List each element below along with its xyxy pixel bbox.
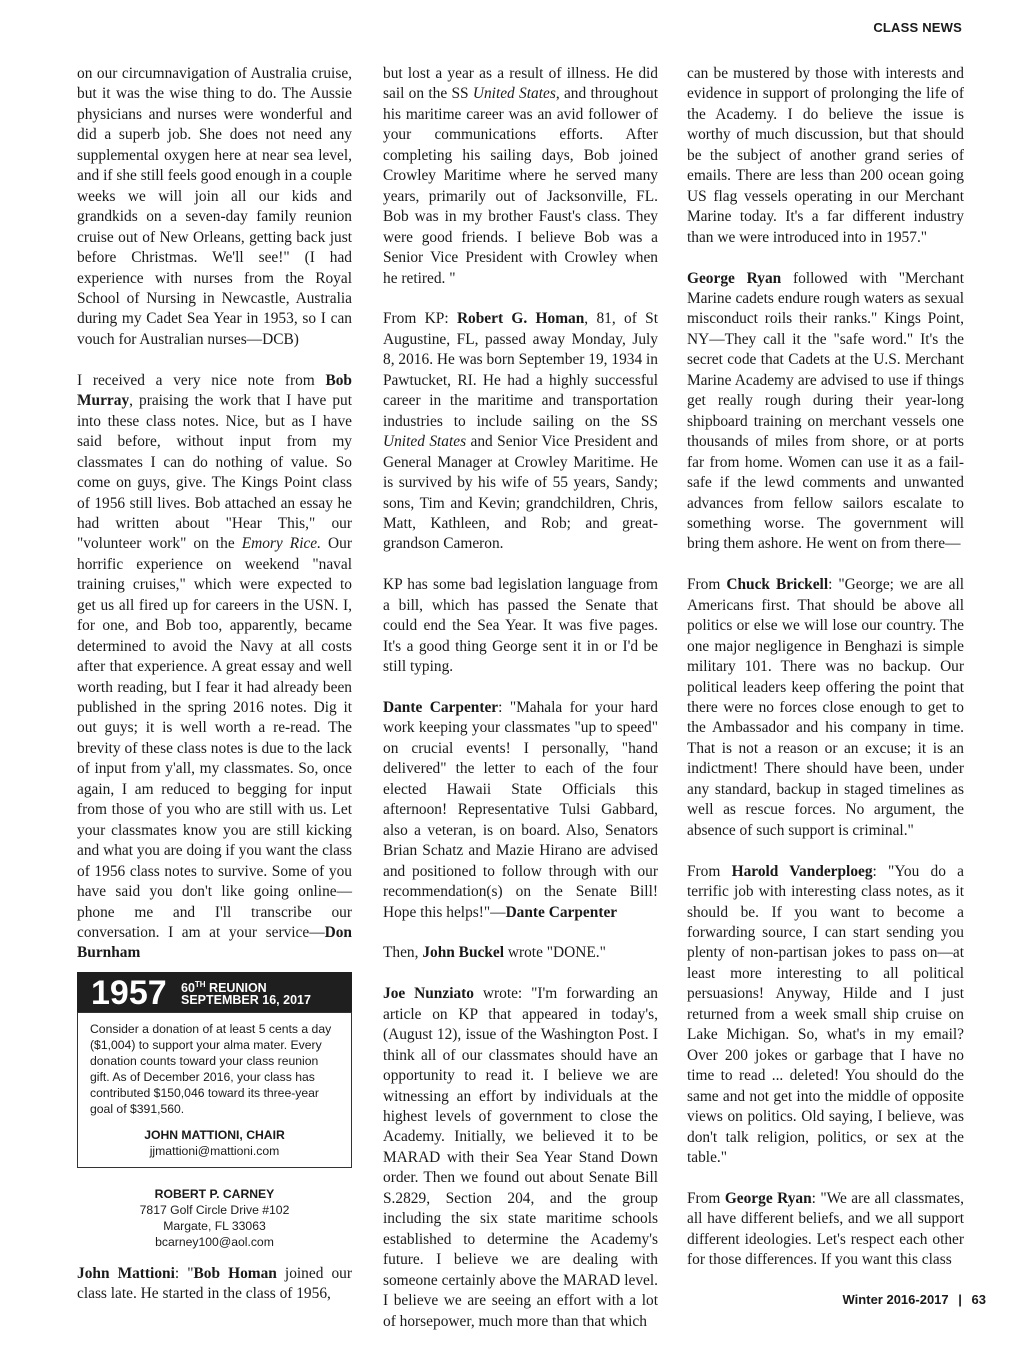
footer-separator: | [958, 1292, 962, 1307]
ship-name: United States [472, 85, 556, 103]
ship-name: Emory Rice. [241, 535, 321, 553]
chair-name: JOHN MATTIONI, CHAIR [144, 1127, 285, 1142]
column-3 [687, 64, 964, 1291]
person-name: George Ryan [687, 269, 782, 287]
reunion-date: SEPTEMBER 16, 2017 [181, 992, 311, 1007]
paragraph: From Harold Vanderploeg: "You do a terrific job with interesting class notes, as it should be. If you want to become a forwarding source, I can start sending you plenty of non-partisan jokes to pass on—at least more interesting to all political persuasions! Anyway, Hilde and I just returned from a week small ship cruise on Lake Michigan. So, what's in my email? Over 200 jokes or garbage that I have no time to read ... deleted! You should do the same and not get into the middle of opposite views on politics. Old saying, I believe, was don't talk religion, politics, or sex at the table." [687, 862, 964, 1166]
correspondent-street: 7817 Golf Circle Drive #102 [139, 1202, 290, 1217]
reunion-year: 1957 [91, 973, 167, 1012]
paragraph: Dante Carpenter: "Mahala for your hard work keeping your classmates "up to speed" on crucial events! I personally, "hand delivered" the letter to each of the four elected Hawaii State Officials this afternoon! Representative Tulsi Gabbard, also a veteran, is on board. Also, Senators Brian Schatz and Mazie Hirano are advised and positioned to follow through with our recommendation(s) on the Senate Bill! Hope this helps!"—Dante Carpenter [383, 699, 658, 921]
page-number: 63 [971, 1292, 986, 1307]
correspondent-name: ROBERT P. CARNEY [154, 1186, 275, 1201]
person-name: George Ryan [724, 1189, 812, 1207]
paragraph: Then, John Buckel wrote "DONE." [383, 944, 606, 962]
reunion-title: 60TH REUNION [181, 979, 267, 996]
correspondent-contact [77, 1186, 352, 1250]
person-name: Bob Murray [77, 371, 352, 410]
column-1 [77, 64, 352, 1325]
signature: Dante Carpenter [505, 903, 618, 921]
person-name: John Mattioni [77, 1264, 175, 1282]
paragraph: but lost a year as a result of illness. He did sail on the SS United States, and throughout his maritime career was an avid follower of your communications efforts. After completing his sailing days, Bob joined Crowley Maritime where he served many years, primarily out of Jacksonville, FL. Bob was in my brother Faust's class. They were good friends. I believe Bob was a Senior Vice President with Crowley when he retired. " [383, 65, 659, 287]
reunion-banner [77, 972, 352, 1012]
section-header: CLASS NEWS [873, 20, 962, 35]
paragraph: on our circumnavigation of Australia cruise, but it was the wise thing to do. The Aussie physicians and nurses were wonderful and did a superb job. She does not need any supplemental oxygen here at near sea level, and if she still feels good enough in a couple weeks we will join all our kids and grandkids on a seven-day family reunion cruise out of New Orleans, getting back just before Christmas. We'll see!" (I had experience with nurses from the Royal School of Nursing in Newcastle, Australia during my Cadet Sea Year in 1953, so I can vouch for Australian nurses—DCB) [77, 65, 352, 348]
correspondent-city: Margate, FL 33063 [163, 1218, 266, 1233]
paragraph: From Chuck Brickell: "George; we are all Americans first. That should be above all politics or else we will lose our country. The one major negligence in Benghazi is simple military 101. There was no backup. Our political leaders keep offering the point that there were no forces close enough to get to the Ambassador and his company in time. That is not a reason or an excuse; it is an indictment! There should have been, under any standard, backup in staged timelines as well as rescue forces. No argument, the absence of such support is criminal." [687, 576, 965, 839]
paragraph: can be mustered by those with interests and evidence in support of prolonging the life of the Academy. I do believe the issue is worthy of much discussion, but that should be the subject of another grand series of emails. There are less than 200 ocean going US flag vessels operating in our Merchant Marine today. It's a far different industry than we were introduced into in 1957." [687, 65, 964, 246]
column-2 [383, 64, 658, 1352]
paragraph: From George Ryan: "We are all classmates, all have different beliefs, and we all support different ideologies. Let's respect each other for those differences. If you want this class [687, 1189, 964, 1269]
paragraph: John Mattioni: "Bob Homan joined our class late. He started in the class of 1956, [77, 1264, 352, 1303]
donation-text: Consider a donation of at least 5 cents a day ($1,004) to support your alma mater. Every donation counts toward your class reunion gift. As of December 2016, your class has contributed $150,046 toward its three-year goal of $391,560. [90, 1021, 332, 1116]
paragraph: George Ryan followed with "Merchant Marine cadets endure rough waters as sexual misconduct roils their ranks." Kings Point, NY—They call it the "safe word." It's the secret code that Cadets at the U.S. Merchant Marine Academy are advised to use if things get really rough during their year-long shipboard training on merchant vessels one thousands of miles from shore, or at ports far from home. Women can use it as a fail-safe if the lewd comments and unwanted advances from fellow sailors escalate to something worse. The government will bring them ashore. He went on from there— [687, 269, 964, 553]
issue-label: Winter 2016-2017 [842, 1292, 949, 1307]
donation-box [77, 1012, 352, 1168]
paragraph: I received a very nice note from Bob Murray, praising the work that I have put into these class notes. Nice, but as I have said before, without input from my classmates I can do nothing of value. So come on guys, give. The Kings Point class of 1956 still lives. Bob attached an essay he had written about "Hear This," our "volunteer work" on the Emory Rice. Our horrific experience on weekend "naval training cruises," which were expected to get us all fired up for careers in the USN. I, for one, and Bob too, apparently, became determined to avoid the Navy at all costs after that experience. A great essay and well worth reading, but I fear it had already been published in the spring 2016 notes. Dig it out guys; it is well worth a re-read. The brevity of these class notes is due to the lack of input from y'all, my classmates. So, once again, I am reduced to begging for input from those of you who are still with us. Let your classmates know you are still kicking and what you are doing if you want the class of 1956 class notes to survive. Some of you have said you don't like going online—phone me and I'll transcribe our conversation. I am at your service—Don Burnham [77, 371, 352, 962]
person-name: Dante Carpenter [383, 699, 499, 716]
paragraph: Joe Nunziato wrote: "I'm forwarding an article on KP that appeared in today's, (August 12), issue of the Washington Post. I think all of our classmates should have an opportunity to read it. I believe we are witnessing an effort by individuals at the highest levels of government to close the Academy. Initially, we believed it to be MARAD with their Sea Year Stand Down order. Then we found out about Senate Bill S.2829, Section 204, and the group including the six state maritime schools established to determine the Academy's future. I believe we are dealing with someone certainly above the MARAD level. I believe we are seeing an effort with a lot of horsepower, much more than that which [383, 985, 658, 1330]
signature: Don Burnham [77, 924, 352, 962]
person-name: Joe Nunziato [383, 985, 474, 1003]
person-name: Chuck Brickell [726, 576, 829, 594]
page-footer [843, 1292, 986, 1307]
ship-name: United States [383, 433, 467, 451]
person-name: Bob Homan [193, 1264, 277, 1282]
paragraph: KP has some bad legislation language from a bill, which has passed the Senate that could end the Sea Year. It was five pages. It's a good thing George sent it in or I'd be still typing. [383, 576, 658, 676]
chair-email-link[interactable]: jjmattioni@mattioni.com [149, 1143, 280, 1158]
correspondent-email-link[interactable]: bcarney100@aol.com [155, 1234, 274, 1249]
person-name: Robert G. Homan [456, 310, 585, 328]
person-name: Harold Vanderploeg [731, 862, 873, 880]
paragraph: From KP: Robert G. Homan, 81, of St Augustine, FL, passed away Monday, July 8, 2016. He was born September 19, 1934 in Pawtucket, RI. He had a highly successful career in the maritime and transportation industries to include sailing on the SS United States and Senior Vice President and General Manager at Crowley Maritime. He is survived by his wife of 55 years, Sandy; sons, Tim and Kevin; grandchildren, Chris, Matt, Kathleen, and Rob; and great-grandson Cameron. [383, 310, 659, 553]
person-name: John Buckel [422, 944, 505, 962]
